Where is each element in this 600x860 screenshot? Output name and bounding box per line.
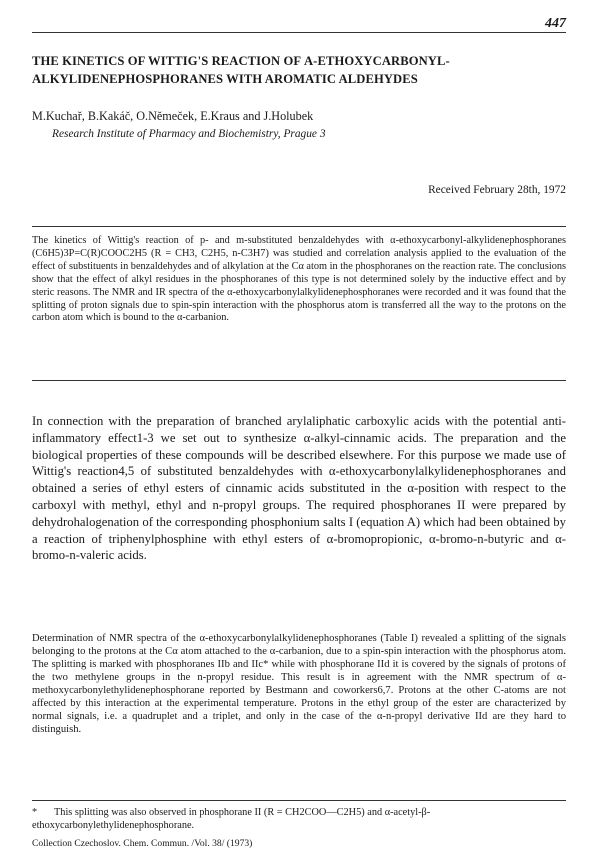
abstract: The kinetics of Wittig's reaction of p- and m-substituted benzaldehydes with α-ethoxycarbonyl-alkylidenephosphoranes (C6H5)3P=C(R)COOC2H5 (R = CH3, C2H5, n-C3H7) was studied and correlation analysis applied to the evaluation of the effect of substituents in benzaldehydes and of alkylation at the Cα atom in the phosphoranes on the reaction rate. The conclusions show that the effect of alkyl residues in the phosphoranes of this type is not determined solely by the inductive effect and by steric reasons. The NMR and IR spectra of the α-ethoxycarbonylalkylidenephosphoranes were recorded and it was found that the splitting of proton signals due to spin-spin interaction with the phosphorus atom is transferred all the way to the protons on the carbon atom which is bound to the α-carbanion. — [32, 235, 566, 324]
top-rule — [32, 32, 566, 33]
affiliation: Research Institute of Pharmacy and Biochemistry, Prague 3 — [52, 128, 326, 140]
authors: M.Kuchař, B.Kakáč, O.Němeček, E.Kraus and J.Holubek — [32, 109, 314, 123]
abstract-bottom-rule — [32, 380, 566, 381]
nmr-paragraph: Determination of NMR spectra of the α-ethoxycarbonylalkylidenephosphoranes (Table I) revealed a splitting of the signals belonging to the protons at the Cα atom attached to the α-carbanion, due to a spin-spin interaction with the phosphorus atom. The splitting is marked with phosphoranes IIb and IIc* while with phosphorane IId it is covered by the signals of protons of the two methylene groups in the n-propyl residue. This result is in agreement with the NMR spectrum of α-methoxycarbonylethylidenephosphorane reported by Bestmann and coworkers6,7. Protons at the other C-atoms are not affected by this interaction at the experimental temperature. Protons in the ethyl group of the ester are characterized by normal signals, i.e. a quadruplet and a triplet, and only in the case of the α-n-propyl derivative IId are they hard to distinguish. — [32, 633, 566, 735]
footnote-text: This splitting was also observed in phosphorane II (R = CH2COO—C2H5) and α-acetyl-β-ethoxycarbonylethylidenephosphorane. — [32, 807, 431, 831]
footnote-rule — [32, 800, 566, 801]
journal-citation: Collection Czechoslov. Chem. Commun. /Vol. 38/ (1973) — [32, 838, 253, 849]
footnote — [32, 806, 566, 832]
footnote-mark: * — [32, 807, 38, 818]
received-date: Received February 28th, 1972 — [428, 184, 566, 196]
page-number: 447 — [545, 16, 566, 31]
abstract-top-rule — [32, 226, 566, 227]
intro-paragraph: In connection with the preparation of branched arylaliphatic carboxylic acids with the potential anti-inflammatory effect1-3 we set out to synthesize α-alkyl-cinnamic acids. The preparation and the biological properties of these compounds will be described elsewhere. For this purpose we made use of Wittig's reaction4,5 of substituted benzaldehydes with α-ethoxycarbonylalkylidenephosphoranes and obtained a series of ethyl esters of cinnamic acids substituted in the α-position with respect to the carboxyl with methyl, ethyl and n-propyl groups. The required phosphoranes II were prepared by dehydrohalogenation of the corresponding phosphonium salts I (equation A) which had been obtained by a reaction of triphenylphosphine with ethyl esters of α-bromopropionic, α-bromo-n-butyric and α-bromo-n-valeric acids. — [32, 414, 566, 563]
article-title: THE KINETICS OF WITTIG'S REACTION OF Α-ETHOXYCARBONYL-ALKYLIDENEPHOSPHORANES WITH AROMATIC ALDEHYDES — [32, 54, 450, 86]
